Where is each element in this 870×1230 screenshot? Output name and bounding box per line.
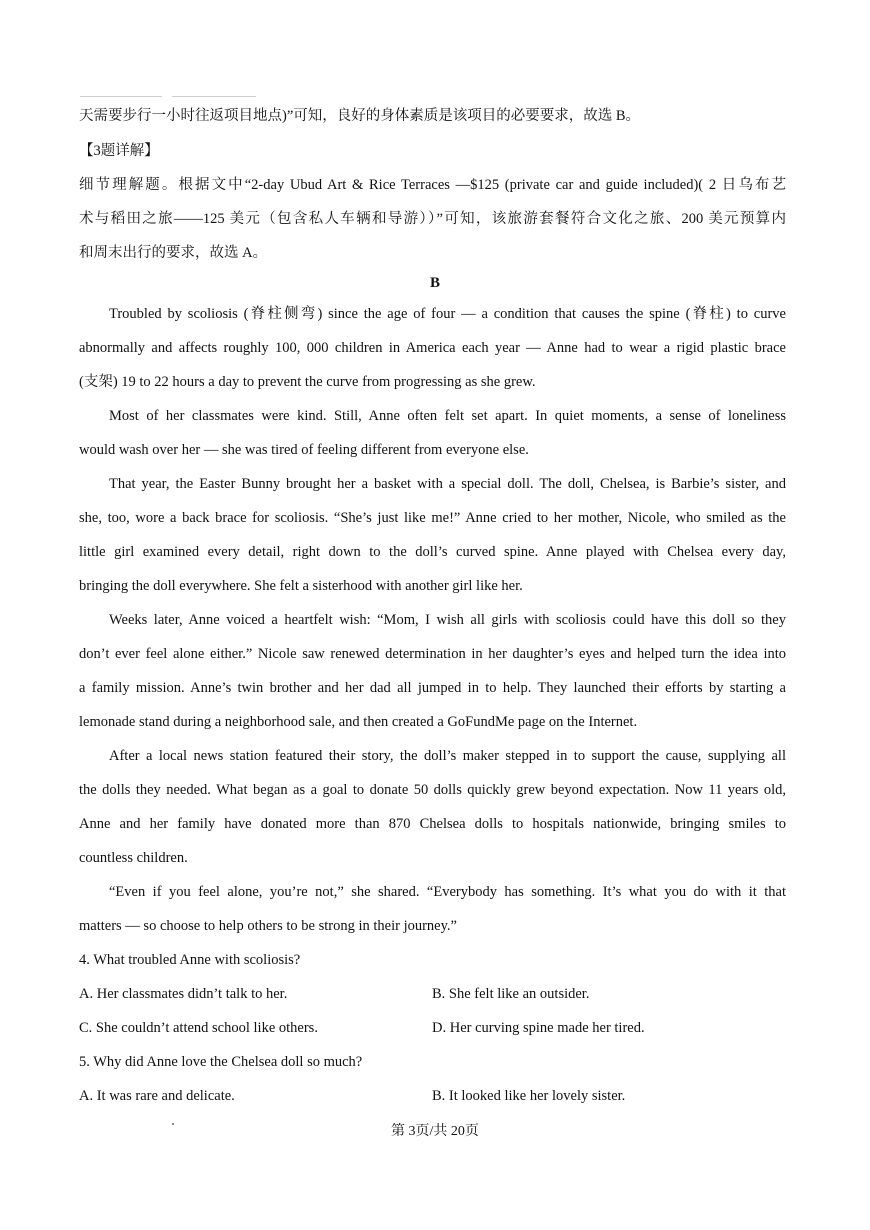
prev-answer-line: 天需要步行一小时往返项目地点)”可知，良好的身体素质是该项目的必要要求，故选 B。	[79, 108, 641, 124]
detail-line-3: 和周末出行的要求，故选 A。	[79, 245, 268, 261]
section-heading: B	[429, 275, 440, 291]
page-footer: 第 3页/共 20页	[391, 1124, 479, 1139]
passage-line: Troubled by scoliosis (脊柱侧弯) since the age of four — a condition that causes the spine (脊柱) to curve	[109, 306, 786, 322]
passage-line: Most of her classmates were kind. Still, Anne often felt set apart. In quiet moments, a sense of loneliness	[109, 408, 786, 424]
passage-line: bringing the doll everywhere. She felt a sisterhood with another girl like her.	[79, 578, 523, 594]
question-4-option-b: B. She felt like an outsider.	[432, 986, 590, 1002]
question-5-option-b: B. It looked like her lovely sister.	[432, 1088, 626, 1104]
detail-heading: 【3题详解】	[79, 143, 159, 159]
passage-line: the dolls they needed. What began as a goal to donate 50 dolls quickly grew beyond expectation. Now 11 years old,	[79, 782, 786, 798]
passage-line: she, too, wore a back brace for scoliosis. “She’s just like me!” Anne cried to her mother, Nicole, who smiled as the	[79, 510, 786, 526]
question-5-stem: 5. Why did Anne love the Chelsea doll so much?	[79, 1054, 363, 1070]
question-4-option-c: C. She couldn’t attend school like others.	[79, 1020, 318, 1036]
passage-line: After a local news station featured their story, the doll’s maker stepped in to support the cause, supplying all	[109, 748, 786, 764]
passage-line: Anne and her family have donated more than 870 Chelsea dolls to hospitals nationwide, bringing smiles to	[79, 816, 786, 832]
passage-line: little girl examined every detail, right down to the doll’s curved spine. Anne played with Chelsea every day,	[79, 544, 786, 560]
passage-line: a family mission. Anne’s twin brother and her dad all jumped in to help. They launched their efforts by starting a	[79, 680, 786, 696]
passage-line: would wash over her — she was tired of feeling different from everyone else.	[79, 442, 529, 458]
passage-line: “Even if you feel alone, you’re not,” she shared. “Everybody has something. It’s what you do with it that	[109, 884, 786, 900]
passage-line: (支架) 19 to 22 hours a day to prevent the curve from progressing as she grew.	[79, 374, 536, 390]
header-rule-left	[80, 96, 162, 97]
passage-line: abnormally and affects roughly 100, 000 children in America each year — Anne had to wear a rigid plastic brace	[79, 340, 786, 356]
question-4-option-a: A. Her classmates didn’t talk to her.	[79, 986, 288, 1002]
passage-line: lemonade stand during a neighborhood sale, and then created a GoFundMe page on the Internet.	[79, 714, 638, 730]
passage-line: matters — so choose to help others to be strong in their journey.”	[79, 918, 457, 934]
passage-line: Weeks later, Anne voiced a heartfelt wish: “Mom, I wish all girls with scoliosis could have this doll so they	[109, 612, 786, 628]
header-rule-right	[172, 96, 256, 97]
detail-line-2: 术与稻田之旅——125 美元（包含私人车辆和导游））”可知，该旅游套餐符合文化之旅、200 美元预算内	[79, 211, 786, 227]
passage-line: countless children.	[79, 850, 188, 866]
passage-line: That year, the Easter Bunny brought her a basket with a special doll. The doll, Chelsea, is Barbie’s sister, and	[109, 476, 786, 492]
detail-line-1: 细节理解题。根据文中“2-day Ubud Art & Rice Terraces —$125 (private car and guide included)( 2 日乌布艺	[79, 177, 786, 193]
question-5-option-a: A. It was rare and delicate.	[79, 1088, 235, 1104]
question-4-stem: 4. What troubled Anne with scoliosis?	[79, 952, 301, 968]
question-4-option-d: D. Her curving spine made her tired.	[432, 1020, 645, 1036]
passage-line: don’t ever feel alone either.” Nicole saw renewed determination in her daughter’s eyes and helped turn the idea into	[79, 646, 786, 662]
